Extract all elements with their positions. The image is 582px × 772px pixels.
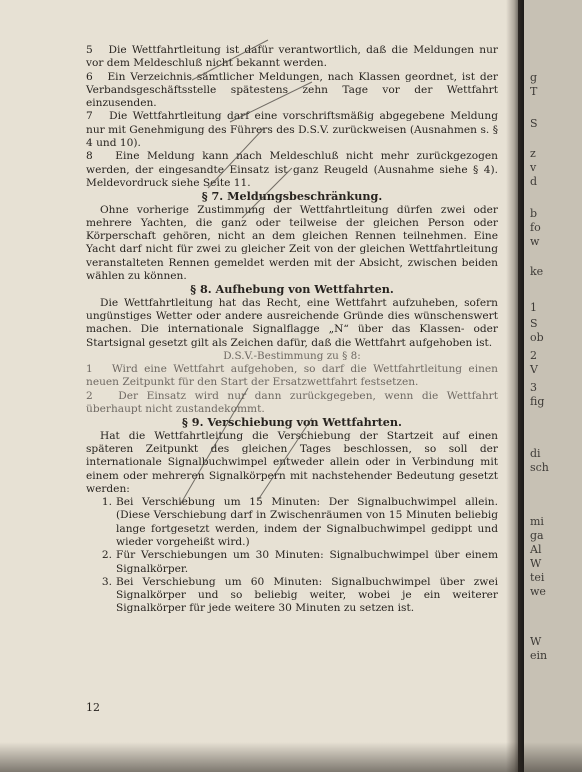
list-item-text: Bei Verschiebung um 15 Minuten: Der Signalbuchwimpel allein. (Diese Verschiebung darf in Zwischenräumen von 15 Minuten beliebig lange fortgesetzt werden, indem der Signalbuchwimpel gedippt und wieder vorgeheißt wird.) xyxy=(116,496,498,548)
paragraph-text: Die Wettfahrtleitung darf eine vorschriftsmäßig abgegebene Meldung nur mit Genehmigung des Führers des D.S.V. zurückweisen (Ausnahmen s. § 4 und 10). xyxy=(86,110,498,150)
dsv-rule-heading: D.S.V.-Bestimmung zu § 8: xyxy=(223,349,361,362)
section-9-text: Hat die Wettfahrtleitung die Verschiebung der Startzeit auf einen späteren Zeitpunkt des gleichen Tages beschlossen, so soll der internationale Signalbuchwimpel entweder allein oder in Verbindung mit einem oder mehreren Signalkörpern mit nachstehender Bedeutung gesetzt werden: xyxy=(86,429,498,495)
item-text: Der Einsatz wird nur dann zurückgegeben, wenn die Wettfahrt überhaupt nicht zustandekommt. xyxy=(86,389,498,416)
section-7-heading: § 7. Meldungsbeschränkung. xyxy=(201,189,383,204)
list-item-number: 2. xyxy=(101,549,112,562)
facing-page-fragment: di xyxy=(530,447,541,460)
facing-page-fragment: fig xyxy=(530,395,545,408)
facing-page-fragment: d xyxy=(530,175,538,188)
facing-page-fragment: S xyxy=(530,317,538,330)
facing-page-fragment: Al xyxy=(530,543,542,556)
facing-page-fragment: ke xyxy=(530,265,544,278)
paragraph-number: 8 xyxy=(86,150,93,163)
section-8-heading: § 8. Aufhebung von Wettfahrten. xyxy=(190,282,394,297)
paragraph-number: 5 xyxy=(86,44,93,56)
item-number: 2 xyxy=(86,389,93,402)
facing-page-fragment: g xyxy=(530,71,538,84)
facing-page-fragment: S xyxy=(530,117,538,130)
bottom-shadow xyxy=(0,742,582,772)
book-gutter-shadow xyxy=(506,0,524,772)
facing-page-fragment: W xyxy=(530,635,542,648)
facing-page-fragment: ob xyxy=(530,331,544,344)
book-page-right-edge xyxy=(524,0,582,772)
facing-page-fragment: w xyxy=(530,235,540,248)
pencil-stroke xyxy=(242,168,292,218)
pencil-stroke xyxy=(180,388,248,505)
paragraph-number: 6 xyxy=(86,70,93,83)
facing-page-fragment: V xyxy=(530,363,538,376)
pencil-stroke xyxy=(230,82,312,122)
section-9-heading: § 9. Verschiebung von Wettfahrten. xyxy=(182,415,402,430)
paragraph-text: Die Wettfahrtleitung ist dafür verantwortlich, daß die Meldungen nur vor dem Meldeschluß nicht bekannt werden. xyxy=(86,44,498,70)
facing-page-fragment: T xyxy=(530,85,538,98)
facing-page-fragment: 1 xyxy=(530,301,537,314)
facing-page-fragment: W xyxy=(530,557,542,570)
facing-page-fragment: z xyxy=(530,147,536,160)
list-item-number: 3. xyxy=(101,575,112,588)
paragraph-number: 7 xyxy=(86,110,93,123)
paragraph-text: Eine Meldung kann nach Meldeschluß nicht mehr zurückgezogen werden, der eingesandte Einsatz ist ganz Reugeld (Ausnahme siehe § 4). Meldevordruck siehe Seite 11. xyxy=(86,150,498,189)
facing-page-fragment: sch xyxy=(530,461,549,474)
page-number: 12 xyxy=(86,701,100,714)
item-number: 1 xyxy=(86,363,93,376)
facing-page-fragment: tei xyxy=(530,571,545,584)
facing-page-fragment: b xyxy=(530,207,538,220)
facing-page-fragment: ga xyxy=(530,529,544,542)
facing-page-fragment: fo xyxy=(530,221,541,234)
facing-page-fragment: 3 xyxy=(530,381,537,394)
facing-page-fragment: v xyxy=(530,161,537,174)
section-7-text: Ohne vorherige Zustimmung der Wettfahrtleitung dürfen zwei oder mehrere Yachten, die ganz oder teilweise der gleichen Person oder Körperschaft gehören, nicht an dem gleichen Rennen teilnehmen. Eine Yacht darf nicht für zwei zu gleicher Zeit von der gleichen Wettfahrtleitung veranstalteten Rennen gemeldet werden mit der Absicht, zwischen beiden wählen zu können. xyxy=(86,203,498,283)
pencil-stroke xyxy=(192,40,268,80)
pencil-stroke xyxy=(208,128,264,188)
facing-page-fragment: ein xyxy=(530,649,548,662)
facing-page-fragment: mi xyxy=(530,515,544,528)
pencil-stroke xyxy=(258,418,312,500)
list-item-number: 1. xyxy=(101,496,112,509)
list-item-text: Für Verschiebungen um 30 Minuten: Signalbuchwimpel über einem Signalkörper. xyxy=(116,549,498,575)
facing-page-fragment: we xyxy=(530,585,546,598)
paragraph-text: Ein Verzeichnis sämtlicher Meldungen, nach Klassen geordnet, ist der Verbandsgeschäftsstelle spätestens zehn Tage vor der Wettfahrt einzusenden. xyxy=(86,70,498,110)
item-text: Wird eine Wettfahrt aufgehoben, so darf die Wettfahrtleitung einen neuen Zeitpunkt für den Start der Ersatzwettfahrt festsetzen. xyxy=(86,363,498,389)
facing-page-fragment: 2 xyxy=(530,349,537,362)
section-8-text: Die Wettfahrtleitung hat das Recht, eine Wettfahrt aufzuheben, sofern ungünstiges Wetter oder andere ausreichende Gründe dies wünschenswert machen. Die internationale Signalflagge „N“ über das Klassen- oder Startsignal gesetzt gilt als Zeichen dafür, daß die Wettfahrt aufgehoben ist. xyxy=(86,296,498,349)
list-item-text: Bei Verschiebung um 60 Minuten: Signalbuchwimpel über zwei Signalkörper und so beliebig weiter, wobei je ein weiterer Signalkörper für jede weitere 30 Minuten zu setzen ist. xyxy=(116,575,498,615)
